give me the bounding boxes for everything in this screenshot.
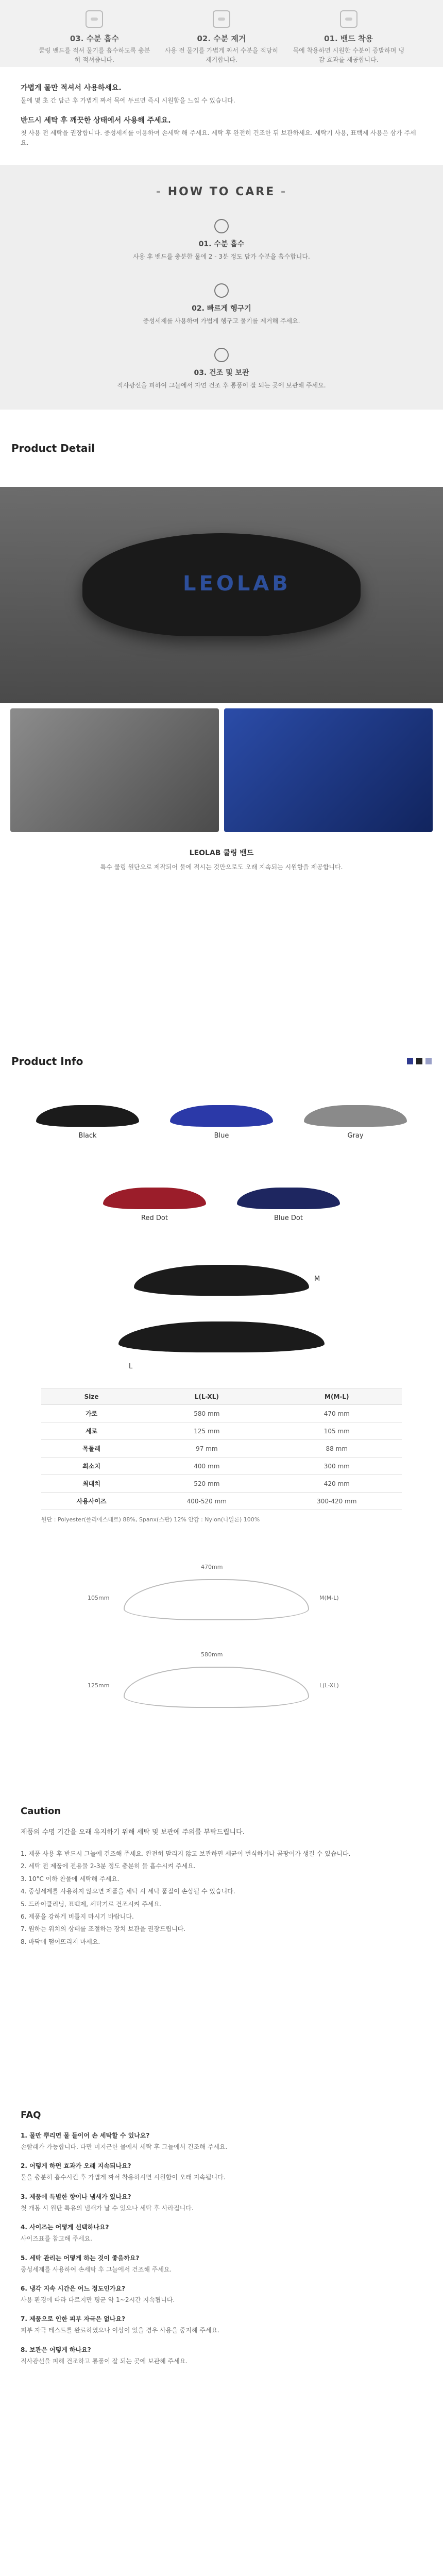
faq-question: 2. 어떻게 하면 효과가 오래 지속되나요? (21, 2162, 131, 2170)
step-3 (292, 10, 405, 64)
product-detail-photo (0, 487, 443, 703)
faq-answer: 피부 자극 테스트를 완료하였으나 이상이 있을 경우 사용을 중지해 주세요. (21, 2327, 219, 2334)
diagram-row-l (0, 1651, 443, 1739)
color-band (36, 1105, 139, 1127)
faq-question: 5. 세탁 관리는 어떻게 하는 것이 좋을까요? (21, 2254, 140, 2262)
size-letter-m: M (314, 1275, 320, 1283)
faq-question: 1. 물만 뿌리면 물 들이어 손 세탁할 수 있나요? (21, 2132, 150, 2139)
color-name: Red Dot (141, 1214, 168, 1222)
faq-section (0, 2099, 443, 2576)
faq-question: 3. 제품에 특별한 향이나 냄새가 있나요? (21, 2193, 131, 2200)
step-2 (165, 10, 278, 64)
row-label: 사용사이즈 (41, 1493, 142, 1510)
faq-answer: 물을 충분히 흡수시킨 후 가볍게 짜서 착용하시면 시원함이 오래 지속됩니다. (21, 2174, 226, 2181)
caution-section (0, 1790, 443, 2099)
diagram-row-m (0, 1564, 443, 1651)
size-l-value: 400-520 mm (142, 1493, 271, 1510)
color-option[interactable] (304, 1105, 407, 1167)
color-option[interactable] (170, 1105, 273, 1167)
faq-heading: FAQ (21, 2110, 41, 2121)
table-row (41, 1493, 402, 1510)
list-item: 3. 10°C 이하 찬물에 세탁해 주세요. (21, 1875, 120, 1883)
detail-thumb-gray (10, 708, 219, 832)
detail-caption-title: LEOLAB 쿨링 밴드 (189, 849, 254, 857)
row-label: 세로 (41, 1422, 142, 1440)
faq-item (21, 2253, 422, 2275)
faq-item (21, 2192, 422, 2213)
detail-caption (0, 837, 443, 1023)
faq-answer: 직사광선을 피해 건조하고 통풍이 잘 되는 곳에 보관해 주세요. (21, 2357, 188, 2365)
list-item: 1. 제품 사용 후 반드시 그늘에 건조해 주세요. 완전히 말리지 않고 보관하면 세균이 번식하거나 곰팡이가 생길 수 있습니다. (21, 1850, 351, 1858)
faq-answer: 사용 환경에 따라 다르지만 평균 약 1~2시간 지속됩니다. (21, 2296, 175, 2303)
size-l-value: 580 mm (142, 1405, 271, 1422)
color-option[interactable] (237, 1188, 340, 1249)
faq-item (21, 2314, 422, 2335)
color-band (170, 1105, 273, 1127)
row-label: 목둘레 (41, 1440, 142, 1458)
size-letter-l: L (129, 1363, 133, 1370)
color-option[interactable] (103, 1188, 206, 1249)
care-item-1 (0, 219, 443, 262)
faq-answer: 손빨래가 가능합니다. 다만 미지근한 물에서 세탁 후 그늘에서 건조해 주세요. (21, 2143, 228, 2150)
detail-thumbnails (0, 703, 443, 837)
color-name: Gray (347, 1132, 364, 1140)
table-row (41, 1405, 402, 1422)
diagram-width-l: 580mm (201, 1651, 223, 1658)
diagram-height-l: 125mm (88, 1682, 110, 1689)
color-band (103, 1188, 206, 1209)
swatch[interactable] (407, 1058, 413, 1064)
size-l-value: 125 mm (142, 1422, 271, 1440)
size-table-header: L(L-XL) (142, 1389, 271, 1405)
table-row (41, 1440, 402, 1458)
caution-heading: Caution (21, 1806, 61, 1817)
size-m-value: 105 mm (272, 1422, 402, 1440)
material-note: 원단 : Polyester(폴리에스테르) 88%, Spanx(스판) 12% 안감 : Nylon(나일론) 100% (41, 1516, 260, 1523)
color-option[interactable] (36, 1105, 139, 1167)
size-m-value: 420 mm (272, 1475, 402, 1493)
step-desc: 목에 착용하면 시원한 수분이 증발하며 냉감 효과를 제공합니다. (293, 47, 404, 63)
row-label: 최대치 (41, 1475, 142, 1493)
care-title: 01. 수분 흡수 (198, 240, 245, 248)
water-drop-icon (214, 219, 229, 233)
diagram-width-m: 470mm (201, 1564, 223, 1570)
list-item: 6. 제품을 강하게 비틀지 마시기 바랍니다. (21, 1913, 134, 1921)
size-m-value: 470 mm (272, 1405, 402, 1422)
note-title: 가볍게 물만 적셔서 사용하세요. (21, 84, 122, 92)
color-swatches (407, 1058, 432, 1064)
faq-item (21, 2161, 422, 2182)
faq-answer: 사이즈표를 참고해 주세요. (21, 2235, 92, 2243)
step-title: 01. 밴드 착용 (324, 34, 373, 43)
row-label: 최소치 (41, 1458, 142, 1475)
size-visual (0, 1255, 443, 1388)
size-m-value: 300 mm (272, 1458, 402, 1475)
note-text: 물에 몇 초 간 담근 후 가볍게 짜서 목에 두르면 즉시 시원함을 느낄 수 있습니다. (21, 97, 235, 104)
faq-question: 4. 사이즈는 어떻게 선택하나요? (21, 2224, 109, 2231)
detail-caption-text: 특수 쿨링 원단으로 제작되어 물에 적시는 것만으로도 오래 지속되는 시원함을 제공합니다. (100, 863, 343, 871)
faq-answer: 첫 개봉 시 원단 특유의 냄새가 날 수 있으나 세탁 후 사라집니다. (21, 2204, 194, 2212)
size-table-header: M(M-L) (272, 1389, 402, 1405)
detail-thumb-blue (224, 708, 433, 832)
care-desc: 직사광선을 피하여 그늘에서 자연 건조 후 통풍이 잘 되는 곳에 보관해 주세요. (117, 382, 326, 389)
faq-question: 8. 보관은 어떻게 하나요? (21, 2346, 91, 2353)
list-item: 2. 세탁 전 제품에 전용물 2-3분 정도 충분히 물 흡수시켜 주세요. (21, 1862, 196, 1870)
table-row (41, 1422, 402, 1440)
faq-item (21, 2345, 422, 2366)
size-band-m (134, 1265, 309, 1296)
diagram-shape-l (124, 1667, 309, 1708)
table-row (41, 1475, 402, 1493)
list-item: 4. 중성세제를 사용하지 않으면 제품을 세탁 시 세탁 품질이 손상될 수 있습니다. (21, 1888, 235, 1895)
list-item: 5. 드라이클리닝, 표백제, 세탁기로 건조시켜 주세요. (21, 1900, 162, 1908)
swatch[interactable] (425, 1058, 432, 1064)
list-item: 7. 원하는 위치의 상태를 조절하는 장치 보관을 권장드립니다. (21, 1925, 186, 1933)
diagram-label-l: L(L-XL) (319, 1682, 339, 1689)
faq-question: 6. 냉각 지속 시간은 어느 정도인가요? (21, 2284, 126, 2292)
product-detail-label: Product Detail (11, 442, 95, 454)
how-to-care (0, 165, 443, 410)
step-title: 03. 수분 흡수 (70, 34, 119, 43)
faq-item (21, 2223, 422, 2244)
note-text: 첫 사용 전 세탁을 권장합니다. 중성세제를 이용하여 손세탁 해 주세요. 세탁 후 완전히 건조한 뒤 보관하세요. 세탁기 사용, 표백제 사용은 삼가 주세요. (21, 129, 416, 147)
color-name: Black (78, 1132, 97, 1140)
band-logo: LEOLAB (183, 572, 291, 596)
diagram-height-m: 105mm (88, 1595, 110, 1601)
size-l-value: 400 mm (142, 1458, 271, 1475)
step-title: 02. 수분 제거 (197, 34, 246, 43)
step-desc: 사용 전 물기를 가볍게 짜서 수분을 적당히 제거합니다. (165, 47, 278, 63)
diagram-label-m: M(M-L) (319, 1595, 339, 1601)
dry-icon (214, 348, 229, 362)
care-desc: 사용 후 밴드를 충분한 물에 2 - 3분 정도 담가 수분을 흡수합니다. (133, 253, 310, 260)
size-l-value: 520 mm (142, 1475, 271, 1493)
care-desc: 중성세제를 사용하여 가볍게 헹구고 물기를 제거해 주세요. (143, 317, 300, 325)
step-1 (38, 10, 151, 64)
care-title: 02. 빠르게 헹구기 (192, 304, 251, 313)
care-heading-text: HOW TO CARE (167, 185, 276, 198)
size-m-value: 88 mm (272, 1440, 402, 1458)
color-band (237, 1188, 340, 1209)
water-icon (86, 10, 103, 28)
care-item-3 (0, 348, 443, 391)
rinse-icon (214, 283, 229, 298)
row-label: 가로 (41, 1405, 142, 1422)
color-options (0, 1100, 443, 1255)
size-band-l (118, 1321, 325, 1352)
faq-answer: 중성세제를 사용하여 손세탁 후 그늘에서 건조해 주세요. (21, 2265, 172, 2273)
swatch[interactable] (416, 1058, 422, 1064)
faq-item (21, 2284, 422, 2305)
table-row (41, 1458, 402, 1475)
faq-item (21, 2131, 422, 2152)
care-item-2 (0, 283, 443, 326)
usage-steps (0, 0, 443, 67)
wring-icon (213, 10, 230, 28)
size-table-header: Size (41, 1389, 142, 1405)
faq-question: 7. 제품으로 인한 피부 자극은 없나요? (21, 2315, 126, 2323)
caution-intro: 제품의 수명 기간을 오래 유지하기 위해 세탁 및 보관에 주의를 부탁드립니다. (21, 1828, 245, 1836)
size-diagram (0, 1553, 443, 1790)
color-name: Blue (214, 1132, 229, 1140)
size-l-value: 97 mm (142, 1440, 271, 1458)
color-name: Blue Dot (274, 1214, 303, 1222)
size-table-section (0, 1388, 443, 1553)
note-title: 반드시 세탁 후 깨끗한 상태에서 사용해 주세요. (21, 116, 171, 125)
size-table (41, 1388, 402, 1510)
care-title: 03. 건조 및 보관 (194, 369, 249, 378)
step-desc: 쿨링 밴드를 적셔 물기를 흡수하도록 충분히 적셔줍니다. (39, 47, 150, 63)
usage-notes (0, 67, 443, 165)
product-info-label: Product Info (11, 1055, 83, 1067)
product-info-header (0, 1023, 443, 1100)
size-m-value: 300-420 mm (272, 1493, 402, 1510)
color-band (304, 1105, 407, 1127)
care-heading: - HOW TO CARE - (156, 185, 287, 198)
size-table-header-row (41, 1389, 402, 1405)
diagram-shape-m (124, 1579, 309, 1620)
list-item: 8. 바닥에 떨어뜨리지 마세요. (21, 1938, 100, 1945)
wear-icon (340, 10, 357, 28)
